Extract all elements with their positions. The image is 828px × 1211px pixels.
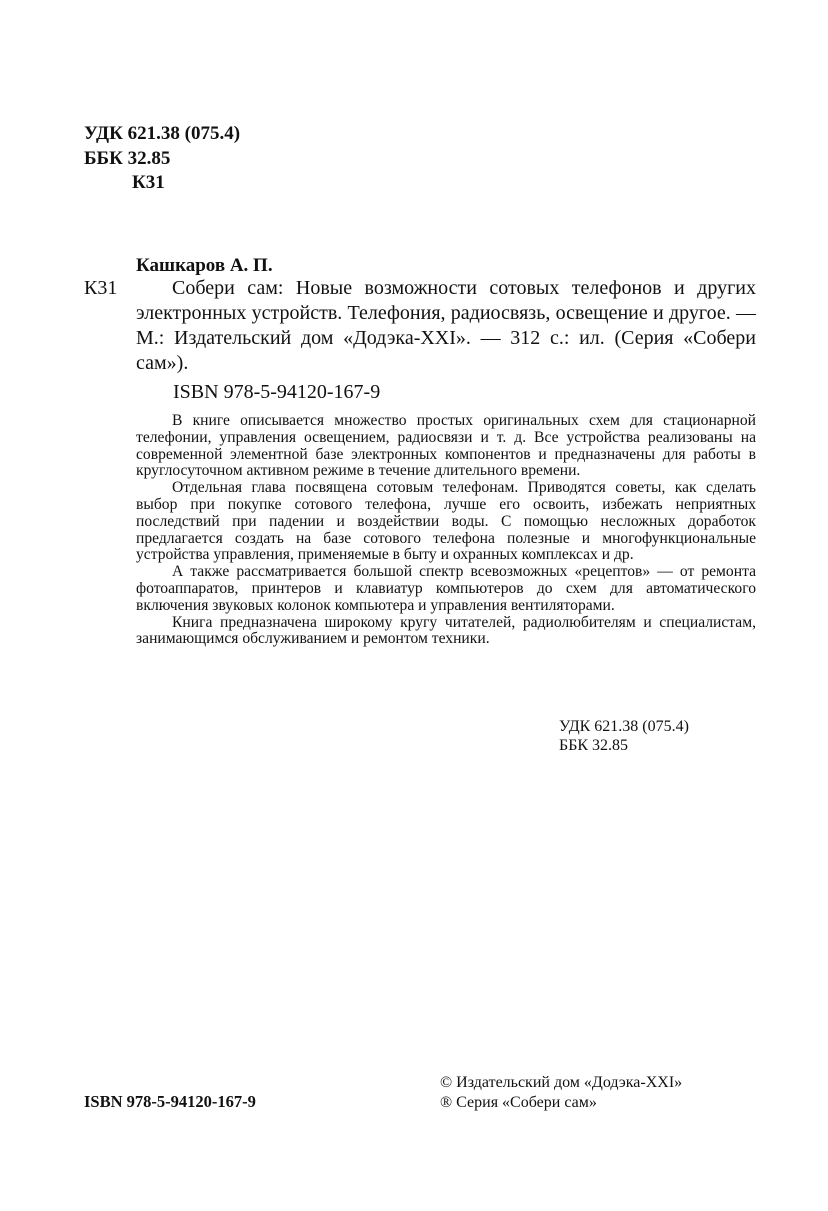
abstract-paragraph: В книге описывается множество простых оригинальных схем для стационарной телефонии, управления освещением, радиосвязи и т. д. Все устройства реализованы на современной элементной базе электронных компонентов и предназначены для работы в круглосуточном активном режиме в течение длительного времени. xyxy=(136,412,756,480)
abstract xyxy=(136,413,756,648)
abstract-paragraph: Книга предназначена широкому кругу читателей, радиолюбителям и специалистам, занимающимся обслуживанием и ремонтом техники. xyxy=(136,613,756,648)
bbk-code: ББК 32.85 xyxy=(84,147,171,169)
record-cutter: К31 xyxy=(84,277,118,299)
publisher-copyright: © Издательский дом «Додэка-XXI» xyxy=(440,1074,683,1091)
author-name: Кашкаров А. П. xyxy=(136,255,273,276)
classification-codes-right xyxy=(559,717,689,755)
bbk-code-right: ББК 32.85 xyxy=(559,737,629,754)
copyright-block xyxy=(440,1073,682,1113)
footer-isbn: ISBN 978-5-94120-167-9 xyxy=(84,1092,256,1111)
classification-block xyxy=(84,122,240,196)
udk-code: УДК 621.38 (075.4) xyxy=(84,123,241,144)
cutter-code: К31 xyxy=(132,172,165,193)
abstract-paragraph: А также рассматривается большой спектр всевозможных «рецептов» — от ремонта фотоаппаратов, принтеров и клавиатур компьютеров до схем для автоматического включения звуковых колонок компьютера и управления вентиляторами. xyxy=(136,563,756,614)
abstract-paragraph: Отдельная глава посвящена сотовым телефонам. Приводятся советы, как сделать выбор при покупке сотового телефона, лучше его освоить, избежать неприятных последствий при падении и воздействии воды. С помощью несложных доработок предлагается создать на базе сотового телефона полезные и многофункциональные устройства управления, применяемые в быту и охранных комплексах и др. xyxy=(136,479,756,564)
udk-code-right: УДК 621.38 (075.4) xyxy=(559,718,689,735)
bibliographic-description: Собери сам: Новые возможности сотовых телефонов и других электронных устройств. Телефония, радиосвязь, освещение и другое. — М.: Издательский дом «Додэка-XXI». — 312 с.: ил. (Серия «Собери сам»). xyxy=(136,277,756,374)
series-trademark: ® Серия «Собери сам» xyxy=(440,1094,597,1111)
record-isbn: ISBN 978-5-94120-167-9 xyxy=(173,381,381,403)
